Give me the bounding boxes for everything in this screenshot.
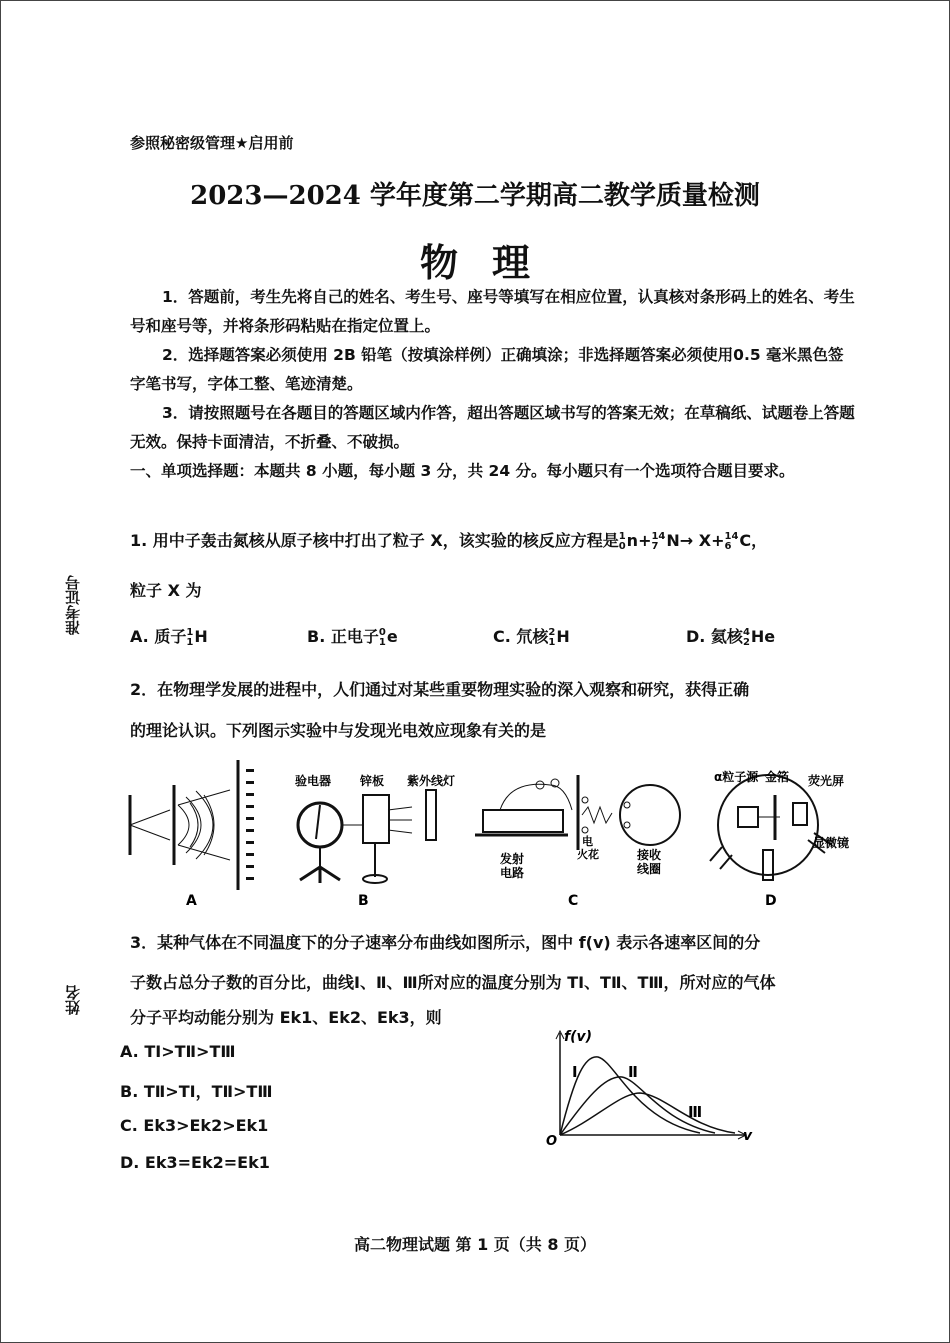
svg-text:电路: 电路 xyxy=(500,866,525,880)
question-1-stem: 1. 用中子轰击氮核从原子核中打出了粒子 X，该实验的核反应方程是 1 0 n+ 14 7 N→ X+ 14 6 C， xyxy=(130,530,768,552)
figure-d-labels xyxy=(714,769,849,850)
origin-label: O xyxy=(546,1134,558,1149)
q3-speed-distribution-graph xyxy=(540,1025,760,1150)
svg-text:验电器: 验电器 xyxy=(295,774,332,788)
svg-text:线圈: 线圈 xyxy=(637,862,662,876)
x-axis-label: v xyxy=(743,1128,753,1144)
svg-text:发射: 发射 xyxy=(500,852,525,866)
fig-label-d: D xyxy=(765,893,777,909)
q1-option-d[interactable]: D. 氦核 4 2 He xyxy=(686,626,776,648)
q3-option-b[interactable]: B. TⅡ>TⅠ，TⅡ>TⅢ xyxy=(120,1082,273,1101)
figure-d-rutherford xyxy=(710,775,832,880)
svg-text:火花: 火花 xyxy=(577,848,599,861)
figure-b-electroscope xyxy=(298,790,436,883)
curve-3 xyxy=(560,1093,735,1135)
instruction-3: 3．请按照题号在各题目的答题区域内作答，超出答题区域书写的答案无效；在草稿纸、试题卷上答题无效。保持卡面清洁，不折叠、不破损。 xyxy=(130,404,855,451)
curve-label-3: Ⅲ xyxy=(688,1103,703,1121)
question-2-stem: 2．在物理学发展的进程中，人们通过对某些重要物理实验的深入观察和研究，获得正确 xyxy=(130,680,750,699)
fig-label-a: A xyxy=(186,893,197,909)
svg-text:显微镜: 显微镜 xyxy=(813,836,850,850)
instruction-2: 2．选择题答案必须使用 2B 铅笔（按填涂样例）正确填涂；非选择题答案必须使用0.5 毫米黑色签字笔书写，字体工整、笔迹清楚。 xyxy=(130,346,844,393)
svg-text:金箔: 金箔 xyxy=(765,770,790,784)
q1-option-b[interactable]: B. 正电子 0 1 e xyxy=(307,626,398,648)
question-2-stem-cont: 的理论认识。下列图示实验中与发现光电效应现象有关的是 xyxy=(130,721,547,740)
figure-c-hertz xyxy=(475,775,680,850)
figure-c-labels xyxy=(499,834,662,880)
q3-option-c[interactable]: C. Ek3>Ek2>Ek1 xyxy=(120,1116,269,1135)
question-3-stem: 3．某种气体在不同温度下的分子速率分布曲线如图所示，图中 f(v) 表示各速率区间的分 xyxy=(130,933,761,952)
q1-option-c[interactable]: C. 氘核 2 1 H xyxy=(493,626,570,648)
side-label-exam-id: 准考证号 xyxy=(64,575,82,635)
svg-text:α粒子源: α粒子源 xyxy=(714,770,759,784)
fig-label-c: C xyxy=(568,893,579,909)
section-heading: 一、单项选择题：本题共 8 小题，每小题 3 分，共 24 分。每小题只有一个选项符合题目要求。 xyxy=(130,462,795,480)
q1-option-a[interactable]: A. 质子 1 1 H xyxy=(130,626,208,648)
svg-text:锌板: 锌板 xyxy=(360,774,385,788)
instruction-1: 1．答题前，考生先将自己的姓名、考生号、座号等填写在相应位置，认真核对条形码上的姓名、考生号和座号等，并将条形码粘贴在指定位置上。 xyxy=(130,288,855,335)
svg-text:接收: 接收 xyxy=(637,848,662,862)
question-3-stem-cont: 子数占总分子数的百分比，曲线Ⅰ、Ⅱ、Ⅲ所对应的温度分别为 TⅠ、TⅡ、TⅢ，所对应的气体 xyxy=(130,973,776,992)
q2-figures xyxy=(120,755,860,915)
subject-title: 物理 xyxy=(419,240,564,285)
fig-label-b: B xyxy=(358,893,369,909)
page-footer: 高二物理试题 第 1 页（共 8 页） xyxy=(353,1235,597,1254)
q3-option-d[interactable]: D. Ek3=Ek2=Ek1 xyxy=(120,1153,270,1172)
secret-level-label: 参照秘密级管理★启用前 xyxy=(130,134,294,152)
question-1-stem-cont: 粒子 X 为 xyxy=(130,581,202,600)
exam-title: 2023—2024 学年度第二学期高二教学质量检测 xyxy=(190,181,760,211)
figure-b-labels xyxy=(295,773,455,788)
curve-label-2: Ⅱ xyxy=(628,1063,638,1081)
question-3-stem-cont2: 分子平均动能分别为 Ek1、Ek2、Ek3，则 xyxy=(130,1008,442,1027)
y-axis-label: f(v) xyxy=(564,1029,593,1045)
svg-text:荧光屏: 荧光屏 xyxy=(808,774,845,788)
svg-text:紫外线灯: 紫外线灯 xyxy=(407,774,456,788)
figure-a-double-slit xyxy=(130,760,254,890)
q3-option-a[interactable]: A. TⅠ>TⅡ>TⅢ xyxy=(120,1042,236,1061)
side-label-name: 姓名 xyxy=(64,985,82,1015)
svg-text:电: 电 xyxy=(582,835,593,848)
curve-label-1: Ⅰ xyxy=(572,1063,578,1081)
